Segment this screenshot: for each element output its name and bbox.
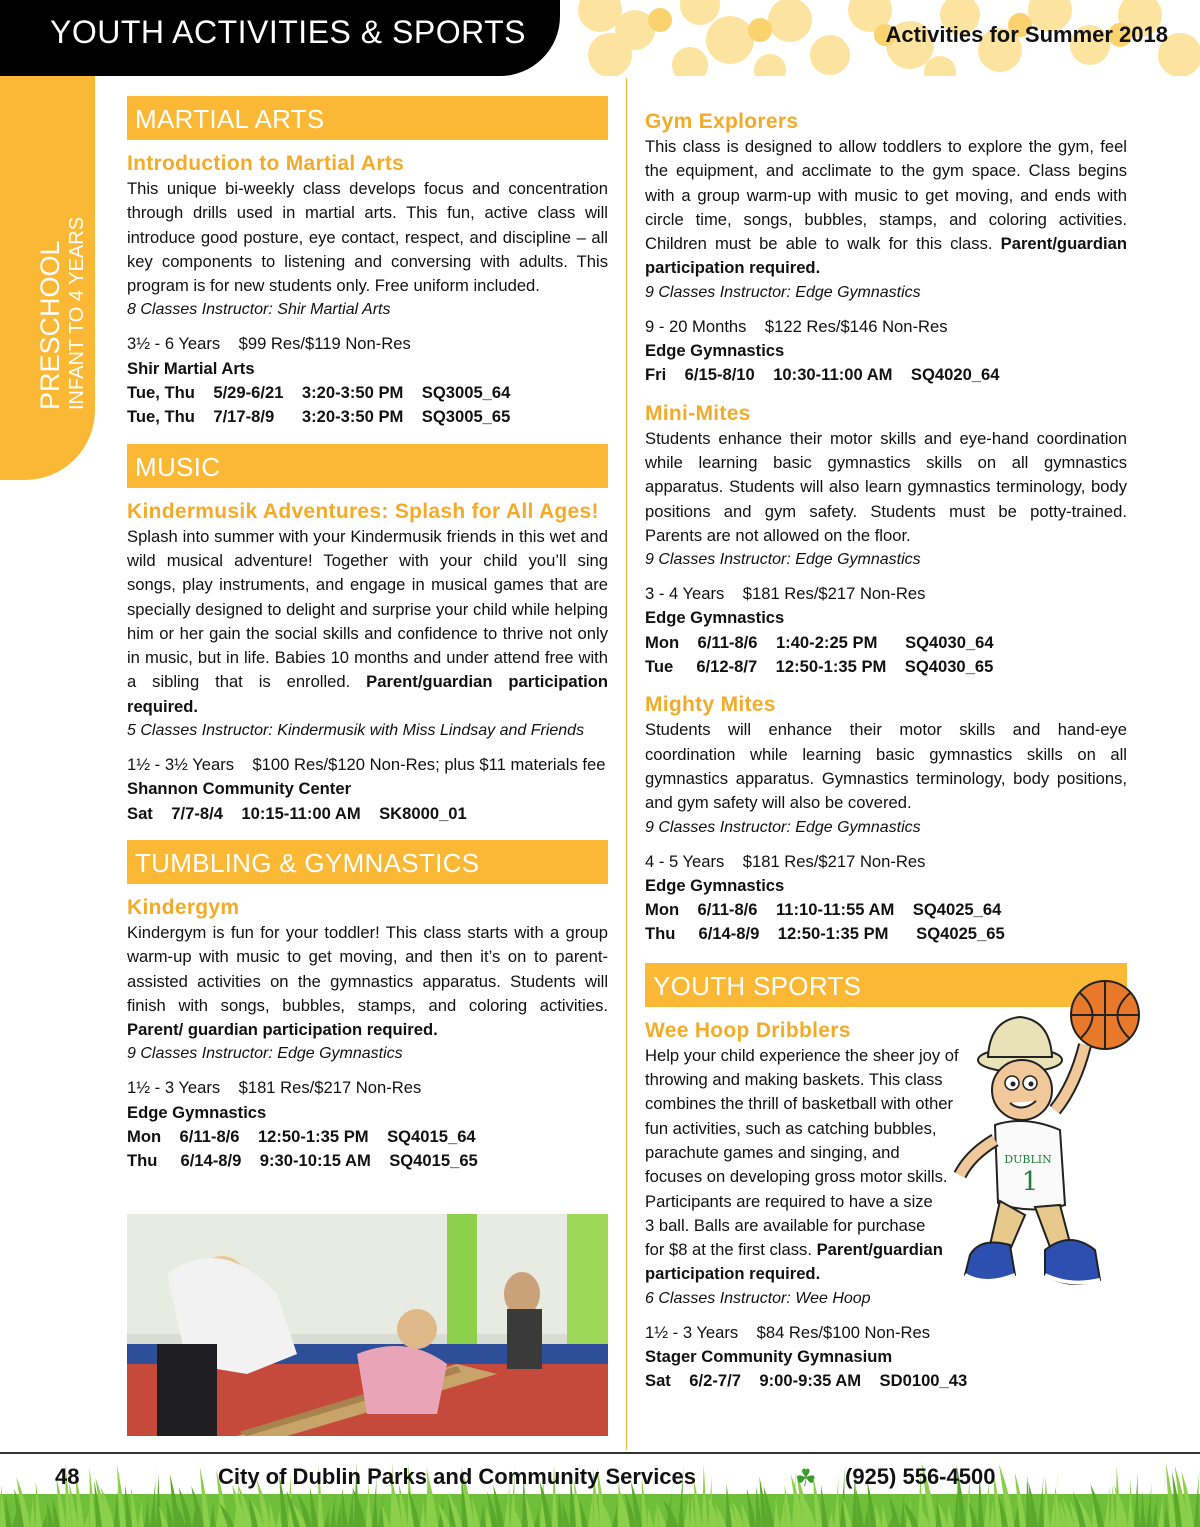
class-description-line: participation required.: [645, 1264, 821, 1284]
class-schedule-row: Tue, Thu 5/29-6/21 3:20-3:50 PM SQ3005_64: [127, 383, 511, 403]
class-schedule-row: Fri 6/15-8/10 10:30-11:00 AM SQ4020_64: [645, 365, 1000, 385]
header-bar: [0, 0, 1200, 76]
class-description-line: parachute games and singing, and: [645, 1142, 900, 1162]
class-schedule-row: Sat 6/2-7/7 9:00-9:35 AM SD0100_43: [645, 1371, 968, 1391]
class-location: Edge Gymnastics: [645, 608, 785, 628]
class-title: Gym Explorers: [645, 110, 799, 133]
class-location: Stager Community Gymnasium: [645, 1346, 893, 1366]
class-meta: 9 Classes Instructor: Edge Gymnastics: [645, 551, 921, 569]
section-heading: MARTIAL ARTS: [127, 96, 608, 140]
class-ages-fees: 4 - 5 Years $181 Res/$217 Non-Res: [645, 851, 926, 871]
class-ages-fees: 1½ - 3 Years $181 Res/$217 Non-Res: [127, 1078, 422, 1098]
class-description-line: fun activities, such as catching bubbles,: [645, 1118, 937, 1138]
side-category-line2: INFANT TO 4 YEARS: [66, 216, 88, 410]
class-ages-fees: 1½ - 3½ Years $100 Res/$120 Non-Res; plus $11 materials fee: [127, 755, 606, 775]
class-title: Wee Hoop Dribblers: [645, 1018, 851, 1042]
jersey-text: DUBLIN: [1004, 1153, 1052, 1166]
class-title: Kindermusik Adventures: Splash for All Ages!: [127, 499, 599, 523]
header-title: YOUTH ACTIVITIES & SPORTS: [50, 14, 526, 50]
class-description-line: throwing and making baskets. This class: [645, 1070, 943, 1090]
left-column: [127, 96, 608, 1174]
page-number: 48: [55, 1464, 80, 1489]
section-music: [127, 444, 608, 826]
class-mini-mites: [645, 402, 1127, 680]
class-ages-fees: 1½ - 3 Years $84 Res/$100 Non-Res: [645, 1322, 931, 1342]
class-ages-fees: 9 - 20 Months $122 Res/$146 Non-Res: [645, 316, 948, 336]
basketball-mascot-illustration: [950, 975, 1150, 1320]
class-schedule-row: Sat 7/7-8/4 10:15-11:00 AM SK8000_01: [127, 803, 467, 823]
column-divider: [626, 78, 627, 1450]
class-location: Edge Gymnastics: [645, 341, 785, 361]
side-category-line1: PRESCHOOL: [35, 240, 65, 410]
class-meta: 6 Classes Instructor: Wee Hoop: [645, 1289, 871, 1307]
jersey-number: 1: [1021, 1167, 1039, 1197]
class-meta: 9 Classes Instructor: Edge Gymnastics: [645, 818, 921, 836]
class-mighty-mites: [645, 693, 1127, 946]
class-title: Kindergym: [127, 895, 240, 919]
class-meta: 9 Classes Instructor: Edge Gymnastics: [645, 283, 921, 301]
class-location: Shannon Community Center: [127, 779, 352, 799]
class-meta: 5 Classes Instructor: Kindermusik with Miss Lindsay and Friends: [127, 722, 585, 740]
class-description: Kindergym is fun for your toddler! This class starts with a group warm-up with music to get moving, and then it’s on to parent-assisted activities on the gymnastics apparatus. Students will finish with songs, bubbles, stamps, and coloring activities. Parent/ guardian participation required.: [127, 922, 608, 1040]
section-tumbling-gymnastics: [127, 840, 608, 1174]
class-title: Mighty Mites: [645, 693, 776, 717]
class-schedule-row: Thu 6/14-8/9 9:30-10:15 AM SQ4015_65: [127, 1151, 478, 1171]
class-location: Shir Martial Arts: [127, 358, 255, 378]
footer-org-name: City of Dublin Parks and Community Services: [218, 1464, 697, 1489]
footer-phone: (925) 556-4500: [845, 1464, 996, 1489]
class-title: Introduction to Martial Arts: [127, 152, 405, 175]
class-description-line: combines the thrill of basketball with other: [645, 1094, 954, 1114]
class-description: Splash into summer with your Kindermusik friends in this wet and wild musical adventure! Together with your child you’ll sing songs, play instruments, and engage in musical games that are specially designed to delight and surprise your child while helping him or her gain the social skills and confidence to thrive not only in music, but in life. Babies 10 months and under attend free with a sibling that is enrolled. Parent/guardian participation required.: [127, 526, 608, 716]
header-subtitle: Activities for Summer 2018: [885, 22, 1168, 47]
class-schedule-row: Mon 6/11-8/6 12:50-1:35 PM SQ4015_64: [127, 1127, 476, 1147]
section-heading: MUSIC: [127, 444, 608, 488]
class-description-line: focuses on developing gross motor skills.: [645, 1167, 948, 1187]
class-ages-fees: 3 - 4 Years $181 Res/$217 Non-Res: [645, 584, 926, 604]
class-meta: 8 Classes Instructor: Shir Martial Arts: [127, 301, 391, 319]
class-description-line: for $8 at the first class. Parent/guardian: [645, 1240, 943, 1260]
class-schedule-row: Tue, Thu 7/17-8/9 3:20-3:50 PM SQ3005_65: [127, 407, 511, 427]
class-location: Edge Gymnastics: [645, 875, 785, 895]
class-description: Students enhance their motor skills and eye-hand coordination while learning basic gymnastics skills on all gymnastics apparatus. Students will also learn gymnastics terminology, body positions and gym safety. Students must be potty-trained. Parents are not allowed on the floor.: [645, 428, 1127, 545]
class-description-line: 3 ball. Balls are available for purchase: [645, 1215, 926, 1235]
class-gym-explorers: [645, 110, 1127, 388]
gymnastics-class-photo: [127, 1214, 608, 1436]
section-heading: TUMBLING & GYMNASTICS: [127, 840, 608, 884]
class-schedule-row: Mon 6/11-8/6 1:40-2:25 PM SQ4030_64: [645, 632, 994, 652]
class-description-line: Help your child experience the sheer joy of: [645, 1045, 959, 1065]
class-ages-fees: 3½ - 6 Years $99 Res/$119 Non-Res: [127, 334, 411, 354]
shamrock-icon: ☘: [795, 1465, 817, 1492]
class-schedule-row: Thu 6/14-8/9 12:50-1:35 PM SQ4025_65: [645, 924, 1005, 944]
class-description: Students will enhance their motor skills and hand-eye coordination while learning basic gymnastics skills on all gymnastics apparatus. Gymnastics terminology, body positions, and gym safety will also be covered.: [645, 720, 1127, 813]
class-schedule-row: Mon 6/11-8/6 11:10-11:55 AM SQ4025_64: [645, 900, 1002, 920]
class-title: Mini-Mites: [645, 401, 751, 425]
class-meta: 9 Classes Instructor: Edge Gymnastics: [127, 1045, 403, 1063]
class-location: Edge Gymnastics: [127, 1102, 267, 1122]
class-description-line: Participants are required to have a size: [645, 1191, 933, 1211]
class-description: This unique bi-weekly class develops focus and concentration through drills used in martial arts. This fun, active class will introduce good posture, eye contact, respect, and discipline – all key components to listening and conversing with adults. This program is for new students only. Free uniform included.: [127, 179, 608, 296]
section-martial-arts: [127, 96, 608, 430]
section-heading: YOUTH SPORTS: [645, 963, 1127, 1007]
class-schedule-row: Tue 6/12-8/7 12:50-1:35 PM SQ4030_65: [645, 657, 994, 677]
class-description: This class is designed to allow toddlers to explore the gym, feel the equipment, and acclimate to the gym space. Class begins with a group warm-up with music to get moving, and ends with circle time, songs, bubbles, stamps, and coloring activities. Children must be able to walk for this class. Parent/guardian participation required.: [645, 137, 1127, 278]
